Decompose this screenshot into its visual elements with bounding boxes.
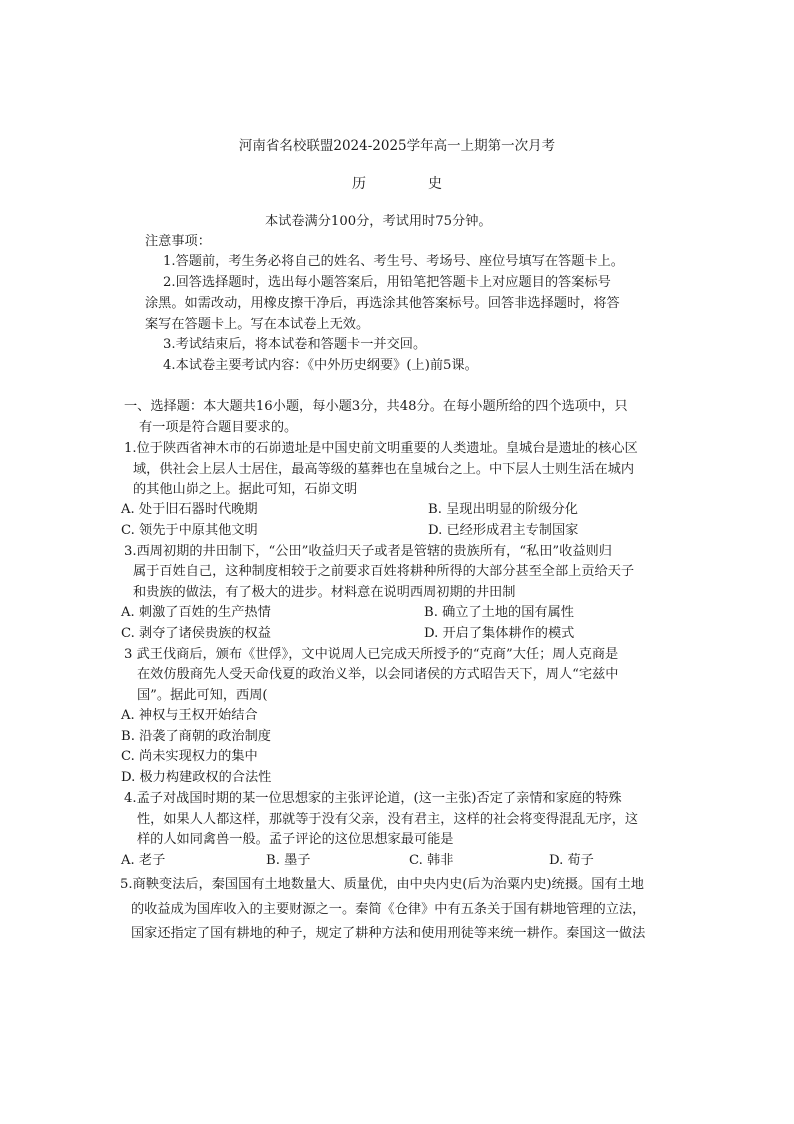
question-stem: 国家还指定了国有耕地的种子，规定了耕种方法和使用刑徒等来统一耕作。秦国这一做法 xyxy=(131,926,646,941)
option-d[interactable]: D. 已经形成君主专制国家 xyxy=(428,523,579,538)
option-a[interactable]: A. 老子 xyxy=(121,853,166,868)
option-c[interactable]: C. 韩非 xyxy=(409,853,454,868)
exam-title: 河南省名校联盟2024-2025学年高一上期第一次月考 xyxy=(238,138,556,154)
question-stem: 样的人如同禽兽一般。孟子评论的这位思想家最可能是 xyxy=(137,832,454,847)
question-stem: 3.西周初期的井田制下，“公田”收益归天子或者是管辖的贵族所有，“私田”收益则归 xyxy=(124,544,612,559)
note-item: 3.考试结束后，将本试卷和答题卡一并交回。 xyxy=(163,337,427,352)
question-stem: 4.孟子对战国时期的某一位思想家的主张评论道，(这一主张)否定了亲情和家庭的特殊 xyxy=(124,791,622,806)
question-stem: 国”。据此可知，西周( xyxy=(137,688,268,703)
option-a[interactable]: A. 神权与王权开始结合 xyxy=(121,708,258,723)
question-stem: 性，如果人人都这样，那就等于没有父亲，没有君主，这样的社会将变得混乱无序，这 xyxy=(137,812,639,827)
subject-title: 历 史 xyxy=(352,176,466,192)
option-d[interactable]: D. 极力构建政权的合法性 xyxy=(121,770,272,785)
option-b[interactable]: B. 沿袭了商朝的政治制度 xyxy=(121,729,271,744)
note-item: 4.本试卷主要考试内容：《中外历史纲要》(上)前5课。 xyxy=(163,358,478,373)
note-item: 涂黑。如需改动，用橡皮擦干净后，再选涂其他答案标号。回答非选择题时，将答 xyxy=(145,296,620,311)
note-item: 1.答题前，考生务必将自己的姓名、考生号、考场号、座位号填写在答题卡上。 xyxy=(163,254,624,269)
question-stem: 的其他山峁之上。据此可知，石峁文明 xyxy=(133,482,358,497)
section-heading: 有一项是符合题目要求的。 xyxy=(139,420,298,435)
option-b[interactable]: B. 确立了土地的国有属性 xyxy=(424,605,574,620)
option-c[interactable]: C. 领先于中原其他文明 xyxy=(121,523,258,538)
option-b[interactable]: B. 墨子 xyxy=(266,853,311,868)
question-stem: 3 武王伐商后，颁布《世俘》，文中说周人已完成天所授予的“克商”大任；周人克商是 xyxy=(124,647,619,662)
option-c[interactable]: C. 剥夺了诸侯贵族的权益 xyxy=(121,626,271,641)
option-c[interactable]: C. 尚未实现权力的集中 xyxy=(121,749,258,764)
option-d[interactable]: D. 开启了集体耕作的模式 xyxy=(424,626,575,641)
option-d[interactable]: D. 荀子 xyxy=(549,853,594,868)
notes-heading: 注意事项： xyxy=(145,234,211,249)
question-stem: 域，供社会上层人士居住，最高等级的墓葬也在皇城台之上。中下层人士则生活在城内 xyxy=(133,462,635,477)
option-b[interactable]: B. 呈现出明显的阶级分化 xyxy=(428,502,578,517)
note-item: 案写在答题卡上。写在本试卷上无效。 xyxy=(145,317,370,332)
option-a[interactable]: A. 刺激了百姓的生产热情 xyxy=(121,605,271,620)
question-stem: 属于百姓自己，这种制度相较于之前要求百姓将耕种所得的大部分甚至全部上贡给天子 xyxy=(133,564,635,579)
question-stem: 的收益成为国库收入的主要财源之一。秦简《仓律》中有五条关于国有耕地管理的立法， xyxy=(131,902,646,917)
note-item: 2.回答选择题时，选出每小题答案后，用铅笔把答题卡上对应题目的答案标号 xyxy=(163,275,611,290)
question-stem: 在效仿殷商先人受天命伐夏的政治义举，以会同诸侯的方式昭告天下，周人“宅兹中 xyxy=(137,667,619,682)
question-stem: 5.商鞅变法后，秦国国有土地数量大、质量优，由中央内史(后为治粟内史)统摄。国有土地 xyxy=(120,877,644,892)
question-stem: 1.位于陕西省神木市的石峁遗址是中国史前文明重要的人类遗址。皇城台是遗址的核心区 xyxy=(124,441,638,456)
score-info: 本试卷满分100分，考试用时75分钟。 xyxy=(265,214,492,229)
section-heading: 一、选择题：本大题共16小题，每小题3分，共48分。在每小题所给的四个选项中，只 xyxy=(124,399,628,414)
option-a[interactable]: A. 处于旧石器时代晚期 xyxy=(121,502,258,517)
question-stem: 和贵族的做法，有了极大的进步。材料意在说明西周初期的井田制 xyxy=(133,585,516,600)
